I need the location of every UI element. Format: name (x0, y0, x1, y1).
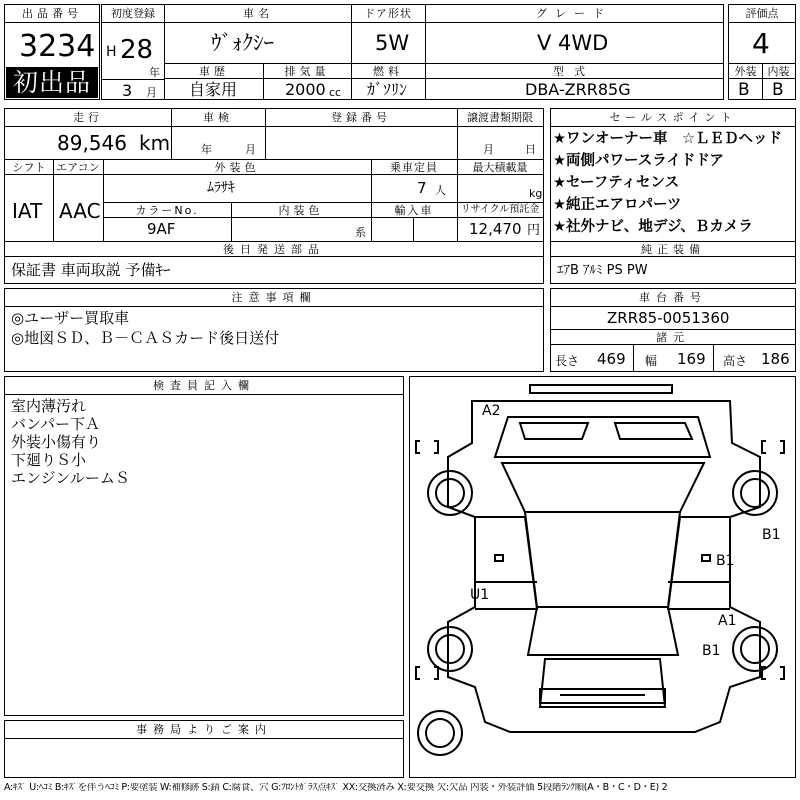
recycle: 12,470 (469, 220, 522, 238)
specs-label: 諸元 (656, 331, 690, 344)
damage-mark: U1 (470, 587, 490, 603)
car-diagram-box (409, 376, 796, 778)
first-listing-text: 初出品 (13, 68, 92, 97)
fuel-label: 燃料 (373, 65, 403, 78)
mileage-label: 走行 (73, 111, 103, 124)
score-label: 評価点 (745, 7, 779, 20)
color-no: 9AF (147, 220, 176, 238)
doors: 5W (375, 31, 410, 55)
transfer-label: 譲渡書類期限 (467, 111, 533, 124)
inspection-year: 年 (201, 143, 212, 156)
inspector-item: エンジンルームＳ (11, 469, 130, 487)
exterior-grade: B (738, 80, 750, 100)
height-label: 高さ (723, 354, 748, 368)
note-item: ◎ユーザー買取車 (11, 309, 130, 327)
chassis-box (550, 288, 796, 372)
details-box (4, 108, 544, 284)
displacement-unit: cc (329, 86, 342, 99)
notes-box (4, 288, 544, 372)
inspector-item: 外装小傷有り (11, 433, 102, 451)
damage-mark: B1 (702, 643, 721, 659)
chassis-label: 車台番号 (639, 291, 707, 304)
note-item: ◎地図ＳＤ、Ｂ－ＣＡＳカード後日送付 (11, 329, 280, 347)
history-label: 車歴 (199, 65, 229, 78)
shift: IAT (12, 199, 43, 223)
ext-color-label: 外装色 (214, 161, 260, 174)
score-box (728, 4, 796, 100)
car-name: ｳﾞｫｸｼｰ (211, 31, 274, 55)
import-label: 輸入車 (394, 204, 434, 217)
ext-color: ﾑﾗｻｷ (207, 180, 235, 196)
reg-number-label: 登録番号 (331, 111, 391, 124)
notes-label: 注意事項欄 (231, 291, 317, 304)
car-diagram (410, 377, 795, 777)
capacity: 7 (417, 179, 427, 197)
reg-year: 28 (120, 35, 154, 65)
inspector-item: バンパー下Ａ (11, 415, 100, 433)
office-box (4, 720, 404, 778)
interior-grade-label: 内装 (767, 65, 790, 78)
model: DBA-ZRR85G (525, 80, 631, 99)
lot-number: 3234 (19, 29, 96, 64)
interior-grade: B (772, 80, 784, 100)
grade-label: グレード (536, 7, 612, 20)
lot-box (4, 4, 100, 100)
inspection-label: 車検 (203, 111, 233, 124)
legend: A:ｷｽﾞ U:ﾍｺﾐ B:ｷｽﾞを伴うﾍｺﾐ P:要塗装 W:補修跡 S:錆 C:腐食、穴 G:ﾌﾛﾝﾄｶﾞﾗｽ点ｷｽﾞ XX:交換済み X:要交換 欠:欠品 内装・外装評価 5段階ﾗﾝｸ順(A・B・C・D・E) 2 (4, 783, 668, 793)
mileage-unit: km (139, 131, 171, 155)
doors-label: ドア形状 (364, 7, 412, 20)
inspector-item: 室内薄汚れ (11, 397, 87, 415)
max-load-unit: kg (529, 187, 543, 200)
score: 4 (752, 27, 770, 60)
transfer-month: 月 (483, 143, 494, 156)
later-parts: 保証書 車両取説 予備ｷｰ (11, 261, 171, 279)
lot-label: 出品番号 (22, 7, 82, 20)
history: 自家用 (189, 80, 238, 99)
ac-label: エアコン (56, 161, 100, 174)
capacity-label: 乗車定員 (390, 161, 438, 174)
recycle-unit: 円 (527, 223, 541, 238)
grade: V 4WD (537, 31, 609, 55)
inspector-box (4, 376, 404, 716)
sales-points-box (550, 108, 796, 284)
sales-points-label: セールスポイント (609, 111, 737, 124)
transfer-day: 日 (525, 143, 536, 156)
width-label: 幅 (645, 354, 658, 368)
displacement-label: 排気量 (284, 65, 330, 78)
height: 186 (761, 350, 790, 368)
model-label: 型式 (553, 65, 595, 78)
max-load-label: 最大積載量 (472, 161, 528, 174)
inspection-month: 月 (245, 143, 256, 156)
width: 169 (677, 350, 706, 368)
exterior-grade-label: 外装 (734, 65, 757, 78)
displacement: 2000 (285, 80, 326, 99)
int-color-unit: 系 (355, 226, 366, 239)
inspector-label: 検査員記入欄 (153, 379, 255, 392)
sales-point-item: ★社外ナビ、地デジ、Ｂカメラ (553, 219, 753, 235)
recycle-label: リサイクル預託金 (460, 204, 540, 215)
length-label: 長さ (555, 354, 580, 368)
sales-point-item: ★セーフティセンス (553, 175, 680, 191)
year-unit: 年 (149, 66, 160, 79)
equipment: ｴｱB ｱﾙﾐ PS PW (557, 263, 648, 278)
era-letter: H (106, 44, 117, 60)
color-no-label: カラーNo. (135, 204, 199, 217)
month-unit: 月 (146, 86, 157, 99)
damage-mark: B1 (762, 527, 781, 543)
first-reg-label: 初度登録 (111, 7, 155, 20)
int-color-label: 内装色 (278, 204, 324, 217)
inspector-item: 下廻りＳ小 (11, 451, 87, 469)
car-name-label: 車名 (243, 7, 273, 20)
later-parts-label: 後日発送部品 (223, 243, 325, 256)
equipment-label: 純正装備 (641, 243, 705, 256)
sales-point-item: ★ワンオーナー車 ☆ＬＥＤヘッド (553, 131, 782, 147)
damage-mark: B1 (716, 553, 735, 569)
first-reg-box (101, 4, 165, 100)
chassis-number: ZRR85-0051360 (607, 309, 730, 327)
capacity-unit: 人 (435, 184, 446, 197)
sales-point-item: ★両側パワースライドドア (553, 153, 724, 169)
car-info-box (164, 4, 724, 100)
office-label: 事務局よりご案内 (136, 723, 272, 736)
damage-mark: A2 (482, 403, 501, 419)
length: 469 (597, 350, 626, 368)
fuel: ｶﾞｿﾘﾝ (367, 80, 408, 99)
reg-month: 3 (122, 81, 133, 100)
shift-label: シフト (12, 161, 46, 174)
damage-mark: A1 (718, 613, 737, 629)
mileage: 89,546 (57, 131, 127, 155)
ac: AAC (59, 199, 101, 223)
sales-point-item: ★純正エアロパーツ (553, 197, 682, 213)
